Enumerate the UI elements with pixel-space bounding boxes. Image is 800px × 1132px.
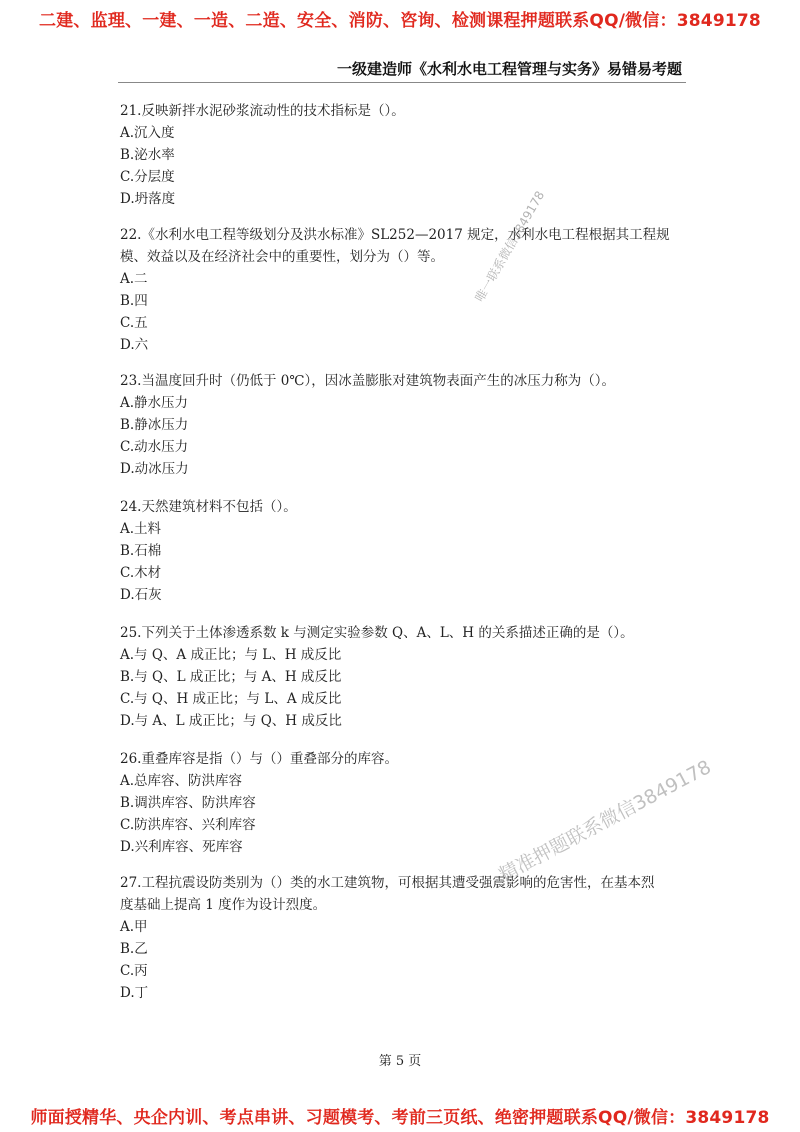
option-b: B.与 Q、L 成正比；与 A、H 成反比 — [120, 669, 342, 685]
option-a: A.静水压力 — [120, 395, 189, 411]
option-a: A.总库容、防洪库容 — [120, 773, 243, 789]
question-21 — [120, 100, 685, 210]
question-stem: 24.天然建筑材料不包括（）。 — [120, 499, 297, 515]
option-c: C.分层度 — [120, 169, 175, 185]
option-b: B.四 — [120, 293, 148, 309]
question-25 — [120, 622, 685, 732]
top-promo-banner: 二建、监理、一建、一造、二造、安全、消防、咨询、检测课程押题联系QQ/微信：3849178 — [39, 11, 761, 31]
option-a: A.沉入度 — [120, 125, 175, 141]
option-a: A.甲 — [120, 919, 148, 935]
question-stem: 25.下列关于土体渗透系数 k 与测定实验参数 Q、A、L、H 的关系描述正确的是（）。 — [120, 625, 634, 641]
question-stem-cont: 度基础上提高 1 度作为设计烈度。 — [120, 897, 327, 913]
question-22 — [120, 224, 685, 356]
question-stem: 21.反映新拌水泥砂浆流动性的技术指标是（）。 — [120, 103, 405, 119]
question-stem: 26.重叠库容是指（）与（）重叠部分的库容。 — [120, 751, 398, 767]
option-b: B.调洪库容、防洪库容 — [120, 795, 256, 811]
option-d: D.六 — [120, 337, 149, 353]
bottom-promo-banner: 师面授精华、央企内训、考点串讲、习题模考、考前三页纸、绝密押题联系QQ/微信：3849178 — [30, 1108, 770, 1128]
option-c: C.与 Q、H 成正比；与 L、A 成反比 — [120, 691, 342, 707]
option-c: C.防洪库容、兴利库容 — [120, 817, 256, 833]
question-27 — [120, 872, 685, 1004]
question-23 — [120, 370, 685, 480]
document-title: 一级建造师《水利水电工程管理与实务》易错易考题 — [336, 60, 682, 78]
option-d: D.兴利库容、死库容 — [120, 839, 243, 855]
option-c: C.木材 — [120, 565, 162, 581]
question-stem: 22.《水利水电工程等级划分及洪水标准》SL252—2017 规定，水利水电工程根据其工程规 — [120, 227, 670, 243]
watermark-small: 唯一联系微信3849178 — [472, 188, 548, 305]
option-a: A.土料 — [120, 521, 162, 537]
option-b: B.石棉 — [120, 543, 162, 559]
option-d: D.丁 — [120, 985, 149, 1001]
option-d: D.坍落度 — [120, 191, 176, 207]
question-stem-cont: 模、效益以及在经济社会中的重要性，划分为（）等。 — [120, 249, 444, 265]
option-d: D.动冰压力 — [120, 461, 189, 477]
option-b: B.乙 — [120, 941, 148, 957]
question-stem: 27.工程抗震设防类别为（）类的水工建筑物，可根据其遭受强震影响的危害性，在基本烈 — [120, 875, 655, 891]
option-b: B.泌水率 — [120, 147, 175, 163]
watermark-large: 精准押题联系微信3849178 — [495, 756, 715, 887]
option-d: D.石灰 — [120, 587, 162, 603]
option-c: C.丙 — [120, 963, 148, 979]
option-a: A.与 Q、A 成正比；与 L、H 成反比 — [120, 647, 342, 663]
option-b: B.静冰压力 — [120, 417, 189, 433]
question-24 — [120, 496, 685, 606]
option-a: A.二 — [120, 271, 148, 287]
option-c: C.五 — [120, 315, 148, 331]
question-26 — [120, 748, 685, 858]
option-d: D.与 A、L 成正比；与 Q、H 成反比 — [120, 713, 342, 729]
option-c: C.动水压力 — [120, 439, 189, 455]
question-stem: 23.当温度回升时（仍低于 0℃），因冰盖膨胀对建筑物表面产生的冰压力称为（）。 — [120, 373, 615, 389]
page-number: 第 5 页 — [378, 1054, 422, 1069]
header-rule — [118, 82, 686, 83]
